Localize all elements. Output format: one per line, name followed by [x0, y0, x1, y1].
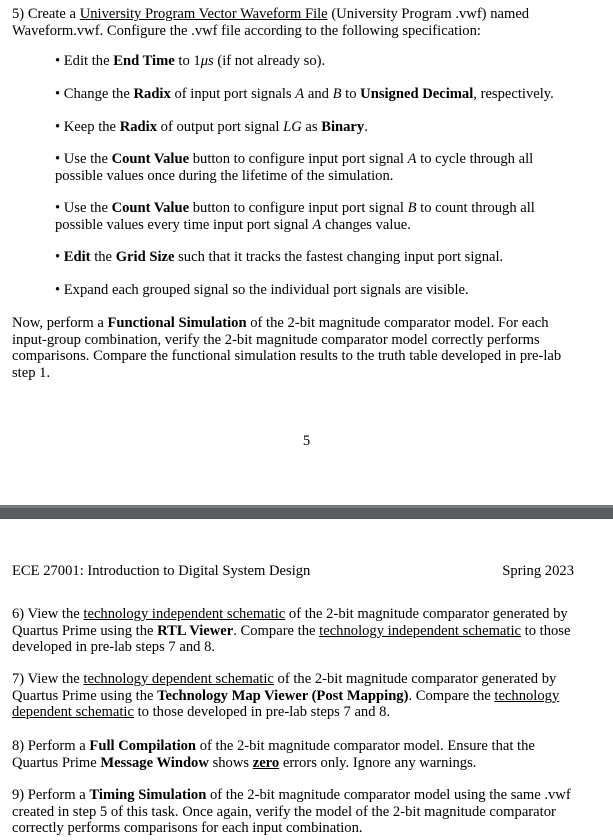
text: to 1: [178, 53, 201, 69]
bold-term: Timing Simulation: [89, 787, 207, 803]
text: as: [305, 119, 318, 135]
bold-term: Functional Simulation: [107, 315, 247, 331]
text: (if not already so).: [217, 53, 326, 69]
text: developed in pre-lab steps 7 and 8.: [12, 639, 216, 655]
text: shows: [212, 754, 250, 771]
text: correctly performs comparisons for each input combination.: [12, 820, 363, 836]
bold-term: Radix: [133, 86, 171, 102]
text: • Expand each grouped signal so the individual port signals are visible.: [55, 282, 469, 298]
bullet-count-value-b: [55, 200, 595, 233]
text: of the 2-bit magnitude comparator generated by: [288, 606, 568, 622]
text: button to configure input port signal: [192, 151, 404, 167]
text: to those developed in pre-lab steps 7 and 8.: [137, 704, 391, 720]
bold-term: Binary: [321, 119, 365, 135]
bullet-radix-binary: [55, 119, 595, 136]
text: and: [307, 86, 329, 102]
functional-simulation-paragraph: [12, 315, 602, 381]
bullet-grid-size: [55, 249, 595, 266]
bullet-count-value-a: [55, 151, 595, 184]
text: input-group combination, verify the 2-bit magnitude comparator model correctly performs: [12, 331, 540, 348]
text: .: [364, 119, 368, 135]
bold-term: End Time: [113, 53, 175, 69]
step-7-paragraph: [12, 671, 602, 721]
step-number: 5): [12, 6, 25, 22]
bold-term: Technology Map Viewer (Post Mapping): [157, 687, 409, 704]
page-separator-shade: [0, 505, 613, 508]
signal-name: LG: [283, 119, 302, 135]
step-6-paragraph: [12, 606, 602, 656]
text: of input port signals: [174, 86, 292, 102]
text: • Use the: [55, 151, 108, 167]
text: of the 2-bit magnitude comparator generated by: [277, 671, 557, 687]
bold-term: Count Value: [111, 151, 190, 167]
unit: μs: [200, 53, 214, 69]
text: such that it tracks the fastest changing input port signal.: [178, 249, 504, 265]
bold-term: Radix: [119, 119, 157, 135]
text: Waveform.vwf. Configure the .vwf file according to the following specification:: [12, 22, 481, 39]
text: button to configure input port signal: [192, 200, 404, 216]
text: Quartus Prime using the: [12, 687, 154, 704]
text: Quartus Prime: [12, 754, 97, 771]
bold-term: Full Compilation: [89, 738, 197, 754]
text: possible values once during the lifetime of the simulation.: [55, 167, 394, 184]
text: , respectively.: [473, 86, 554, 102]
text: 7) View the: [12, 671, 80, 687]
step-5-paragraph: [12, 6, 602, 39]
bold-term: Message Window: [100, 754, 209, 771]
term-uvwf: University Program Vector Waveform File: [79, 6, 328, 22]
bullet-radix-unsigned: [55, 86, 595, 103]
text: 6) View the: [12, 606, 80, 622]
text: 9) Perform a: [12, 787, 86, 803]
text: possible values every time input port signal: [55, 216, 309, 233]
text: of the 2-bit magnitude comparator model using the same .vwf: [210, 787, 571, 803]
text: • Use the: [55, 200, 108, 216]
text: . Compare the: [408, 687, 491, 704]
signal-name: A: [295, 86, 305, 102]
bullet-expand-groups: [55, 282, 595, 299]
step-8-paragraph: [12, 738, 602, 771]
text: the: [94, 249, 113, 265]
step-9-paragraph: [12, 787, 602, 837]
term-underlined: technology: [494, 687, 560, 704]
text: comparisons. Compare the functional simulation results to the truth table developed in pre-lab: [12, 348, 562, 364]
page-number: 5: [302, 433, 311, 449]
bold-term: Edit: [63, 249, 91, 265]
text: of the 2-bit magnitude comparator model. For each: [250, 315, 549, 331]
running-header-course: ECE 27001: Introduction to Digital System Design: [12, 563, 311, 579]
text: changes value.: [324, 216, 411, 233]
signal-name: A: [312, 216, 322, 233]
text: of output port signal: [160, 119, 280, 135]
bold-term: RTL Viewer: [157, 622, 234, 639]
text: • Change the: [55, 86, 130, 102]
term-underlined: technology independent schematic: [319, 622, 521, 639]
document-page-6: [0, 519, 613, 840]
text: • Edit the: [55, 53, 110, 69]
bold-term: Grid Size: [115, 249, 175, 265]
bullet-end-time: [55, 53, 595, 70]
text: Quartus Prime using the: [12, 622, 154, 639]
bold-term: Unsigned Decimal: [360, 86, 474, 102]
text: to those: [524, 622, 571, 639]
bold-term: Count Value: [111, 200, 190, 216]
page-separator: [0, 505, 613, 519]
signal-name: B: [332, 86, 342, 102]
bullet-glyph: •: [55, 249, 61, 265]
text: . Compare the: [233, 622, 316, 639]
running-header-term: Spring 2023: [502, 563, 574, 579]
text: step 1.: [12, 364, 51, 381]
signal-name: B: [407, 200, 417, 216]
text: to: [345, 86, 357, 102]
text: Create a: [27, 6, 77, 22]
term-underlined: dependent schematic: [12, 704, 134, 720]
signal-name: A: [407, 151, 417, 167]
text: created in step 5 of this task. Once again, verify the model of the 2-bit magnitude comparator: [12, 803, 556, 820]
text: 8) Perform a: [12, 738, 86, 754]
term-underlined: technology dependent schematic: [83, 671, 274, 687]
text: (University Program .vwf) named: [331, 6, 530, 22]
text: of the 2-bit magnitude comparator model. Ensure that the: [199, 738, 535, 754]
text: Now, perform a: [12, 315, 104, 331]
text: to cycle through all: [420, 151, 534, 167]
bold-underlined-term: zero: [252, 754, 280, 771]
text: errors only. Ignore any warnings.: [282, 754, 477, 771]
text: to count through all: [420, 200, 535, 216]
text: • Keep the: [55, 119, 117, 135]
term-underlined: technology independent schematic: [83, 606, 286, 622]
